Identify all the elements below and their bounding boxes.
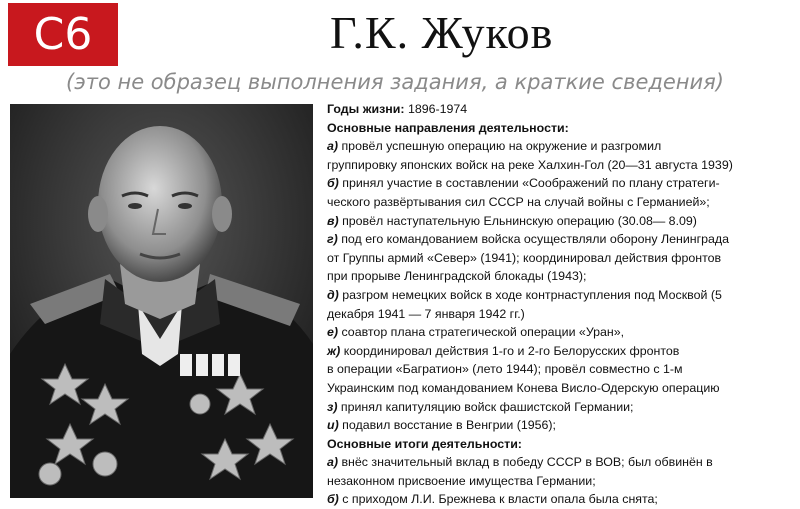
text-line [327, 193, 799, 212]
text-line [327, 267, 799, 286]
line-text: принял участие в составлении «Соображений по плану стратеги- [338, 176, 720, 191]
text-line [327, 156, 799, 175]
line-text: 1896-1974 [404, 102, 468, 116]
line-text: ческого развёртывания сил СССР на случай войны с Германией»; [327, 194, 710, 209]
line-text: под его командованием войска осуществляли оборону Ленинграда [337, 232, 730, 247]
text-line [327, 249, 799, 268]
text-line [327, 323, 799, 342]
item-marker: б) [327, 176, 339, 191]
line-text: от Группы армий «Север» (1941); координировал действия фронтов [327, 250, 722, 265]
item-marker: е) [327, 325, 339, 340]
item-marker: г) [327, 232, 338, 247]
line-text: в операции «Багратион» (лето 1944); провёл совместно с 1-м [327, 362, 683, 377]
item-marker: в) [327, 213, 339, 228]
line-text: с приходом Л.И. Брежнева к власти опала была снята; [338, 492, 658, 507]
item-marker: з) [327, 399, 338, 414]
slide-number-badge: С6 [8, 3, 118, 66]
line-text: Украинским под командованием Конева Висло-Одерскую операцию [327, 380, 720, 395]
info-text-block [327, 100, 799, 509]
item-marker: а) [327, 455, 339, 470]
text-line [327, 398, 799, 417]
line-text: подавил восстание в Венгрии (1956); [338, 418, 556, 433]
text-line [327, 230, 799, 249]
item-marker: д) [327, 287, 339, 302]
text-line [327, 100, 799, 119]
section-heading: Основные итоги деятельности: [327, 436, 522, 451]
text-line [327, 286, 799, 305]
line-text: декабря 1941 — 7 января 1942 гг.) [327, 306, 525, 321]
text-line [327, 137, 799, 156]
line-text: внёс значительный вклад в победу СССР в ВОВ; был обвинён в [338, 455, 713, 470]
item-marker: и) [327, 418, 339, 433]
text-line [327, 416, 799, 435]
portrait-photo [10, 104, 313, 498]
line-text: провёл наступательную Ельнинскую операцию (30.08— 8.09) [338, 213, 697, 228]
text-line [327, 342, 799, 361]
line-text: координировал действия 1-го и 2-го Белорусских фронтов [340, 343, 680, 358]
text-line [327, 472, 799, 491]
line-text: соавтор плана стратегической операции «Уран», [338, 325, 625, 340]
text-line [327, 212, 799, 231]
text-line [327, 453, 799, 472]
section-heading: Годы жизни: [327, 102, 405, 116]
page-subtitle: (это не образец выполнения задания, а краткие сведения) [66, 70, 725, 94]
text-line [327, 490, 799, 509]
section-heading: Основные направления деятельности: [327, 120, 569, 135]
text-line [327, 174, 799, 193]
text-line [327, 379, 799, 398]
page-title: Г.К. Жуков [330, 7, 554, 58]
text-line [327, 119, 799, 138]
item-marker: ж) [327, 343, 341, 358]
item-marker: а) [327, 139, 339, 154]
line-text: провёл успешную операцию на окружение и разгромил [338, 139, 662, 154]
text-line [327, 305, 799, 324]
line-text: при прорыве Ленинградской блокады (1943); [327, 269, 587, 284]
line-text: незаконном присвоение имущества Германии; [327, 473, 596, 488]
line-text: принял капитуляцию войск фашистской Германии; [337, 399, 634, 414]
text-line [327, 435, 799, 454]
item-marker: б) [327, 492, 339, 507]
line-text: группировку японских войск на реке Халхин-Гол (20—31 августа 1939) [327, 157, 733, 172]
line-text: разгром немецких войск в ходе контрнаступления под Москвой (5 [338, 287, 722, 302]
text-line [327, 360, 799, 379]
